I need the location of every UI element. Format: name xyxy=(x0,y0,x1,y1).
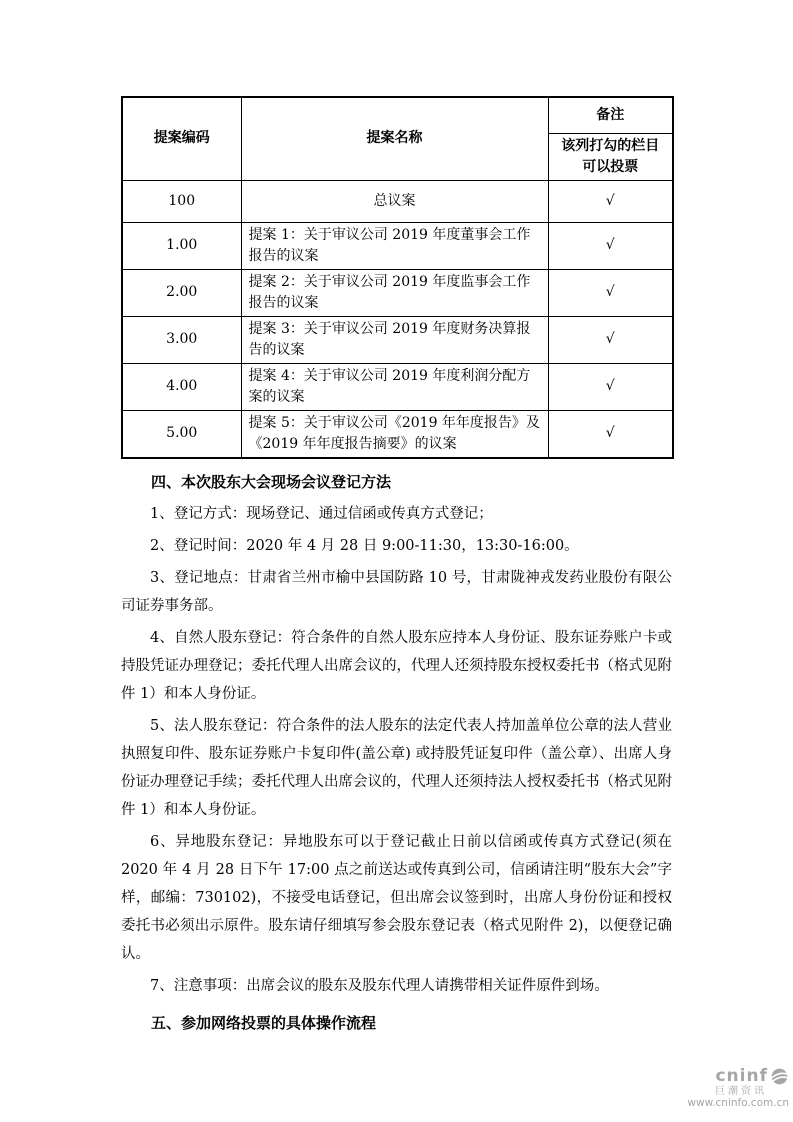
header-proposal-code: 提案编码 xyxy=(122,97,241,180)
paragraph-legal-person: 5、法人股东登记：符合条件的法人股东的法定代表人持加盖单位公章的法人营业执照复印件、股东证券账户卡复印件(盖公章) 或持股凭证复印件（盖公章）、出席人身份证办理登记手续；委托代理人出席会议的，代理人还须持法人授权委托书（格式见附件 1）和本人身份证。 xyxy=(121,717,672,818)
vote-checkmark: √ xyxy=(548,363,673,410)
table-row xyxy=(122,363,673,410)
section-4-heading: 四、本次股东大会现场会议登记方法 xyxy=(151,472,392,491)
table-row xyxy=(122,316,673,363)
paragraph-natural-person: 4、自然人股东登记：符合条件的自然人股东应持本人身份证、股东证券账户卡或持股凭证办理登记；委托代理人出席会议的，代理人还须持股东授权委托书（格式见附件 1）和本人身份证。 xyxy=(121,629,672,702)
cninfo-brand-chinese: 巨潮资讯 xyxy=(715,1086,767,1098)
proposal-code: 4.00 xyxy=(122,363,241,410)
vote-checkmark: √ xyxy=(548,316,673,363)
vote-checkmark: √ xyxy=(548,222,673,269)
paragraph-registration-method: 1、登记方式：现场登记、通过信函或传真方式登记； xyxy=(150,505,493,522)
document-content xyxy=(121,96,672,1039)
proposal-name: 提案 3：关于审议公司 2019 年度财务决算报告的议案 xyxy=(241,316,548,363)
table-row xyxy=(122,410,673,458)
table-header-row xyxy=(122,97,673,133)
proposal-name: 总议案 xyxy=(241,180,548,222)
header-remark: 备注 xyxy=(548,97,673,133)
table-row xyxy=(122,222,673,269)
cninfo-swirl-icon xyxy=(770,1068,789,1085)
header-proposal-name: 提案名称 xyxy=(241,97,548,180)
cninfo-logo-text: cninf xyxy=(715,1065,768,1086)
proposal-code: 3.00 xyxy=(122,316,241,363)
vote-checkmark: √ xyxy=(548,180,673,222)
proposal-name: 提案 1：关于审议公司 2019 年度董事会工作报告的议案 xyxy=(241,222,548,269)
table-row xyxy=(122,269,673,316)
proposal-code: 100 xyxy=(122,180,241,222)
cninfo-url: www.cninfo.com.cn xyxy=(687,1097,789,1110)
paragraph-notice: 7、注意事项：出席会议的股东及股东代理人请携带相关证件原件到场。 xyxy=(150,977,609,994)
proposal-code: 2.00 xyxy=(122,269,241,316)
vote-checkmark: √ xyxy=(548,269,673,316)
table-row xyxy=(122,180,673,222)
header-remark-note: 该列打勾的栏目可以投票 xyxy=(548,133,673,180)
proposal-name: 提案 5：关于审议公司《2019 年年度报告》及《2019 年年度报告摘要》的议案 xyxy=(241,410,548,458)
proposal-code: 5.00 xyxy=(122,410,241,458)
paragraph-registration-time: 2、登记时间：2020 年 4 月 28 日 9:00-11:30，13:30-16:00。 xyxy=(150,537,579,554)
cninfo-watermark xyxy=(687,1067,789,1110)
section-5-heading: 五、参加网络投票的具体操作流程 xyxy=(151,1013,377,1032)
proposal-code: 1.00 xyxy=(122,222,241,269)
proposal-table xyxy=(121,96,674,459)
vote-checkmark: √ xyxy=(548,410,673,458)
paragraph-registration-place: 3、登记地点：甘肃省兰州市榆中县国防路 10 号，甘肃陇神戎发药业股份有限公司证券事务部。 xyxy=(121,569,672,614)
proposal-name: 提案 2：关于审议公司 2019 年度监事会工作报告的议案 xyxy=(241,269,548,316)
paragraph-remote-shareholder: 6、异地股东登记：异地股东可以于登记截止日前以信函或传真方式登记(须在 2020 年 4 月 28 日下午 17:00 点之前送达或传真到公司，信函请注明“股东大会”字样，邮编：730102)，不接受电话登记，但出席会议签到时，出席人身份份证和授权委托书必须出示原件。股东请仔细填写参会股东登记表（格式见附件 2)，以便登记确认。 xyxy=(121,833,672,962)
proposal-name: 提案 4：关于审议公司 2019 年度利润分配方案的议案 xyxy=(241,363,548,410)
